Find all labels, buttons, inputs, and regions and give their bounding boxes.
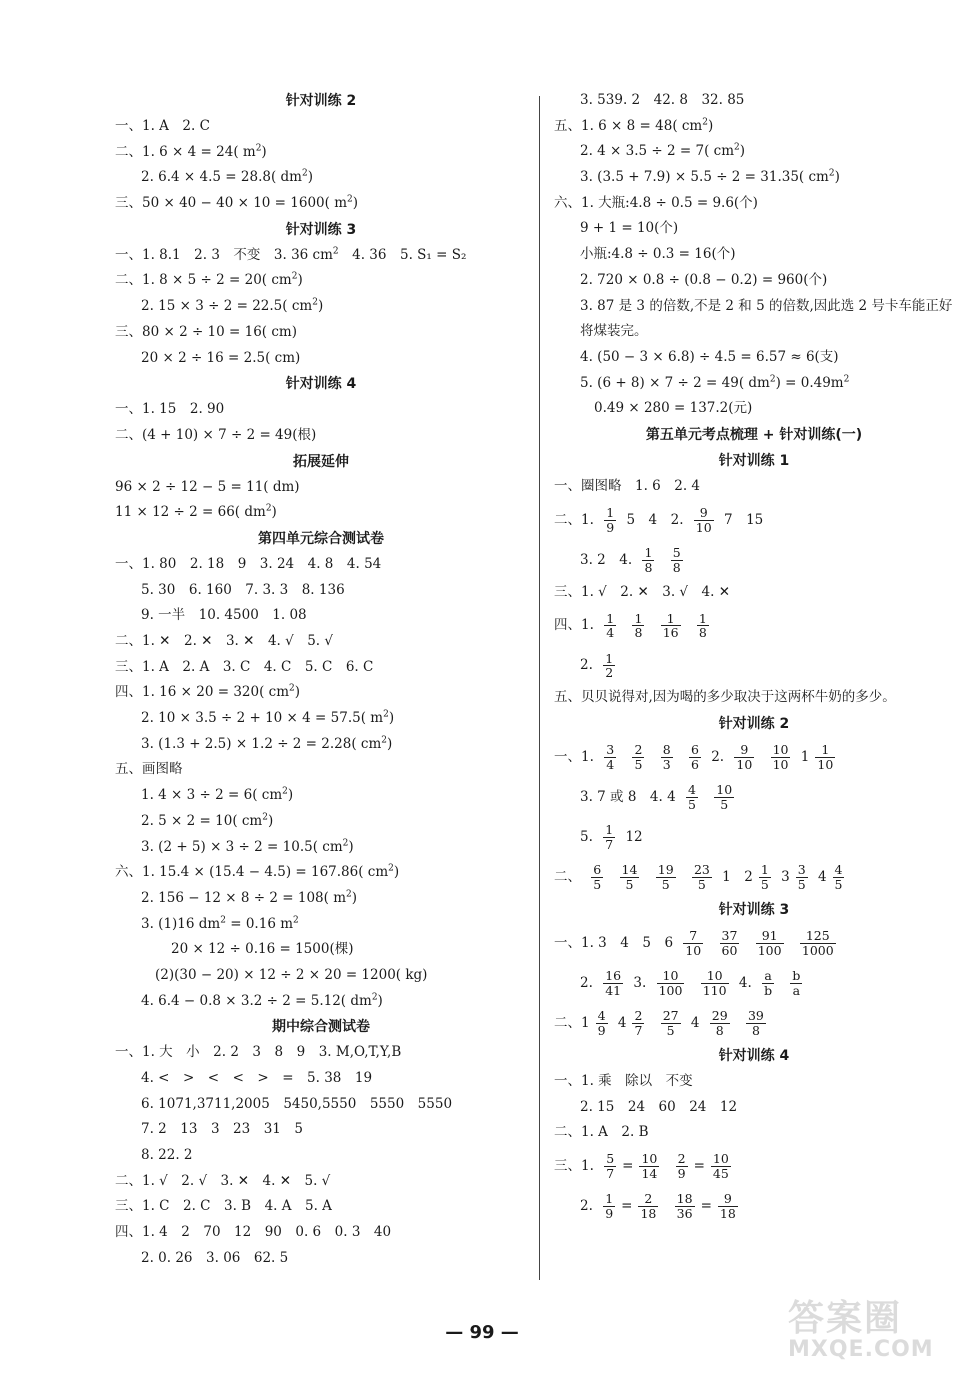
fraction: $\frac{1}{5}$ bbox=[760, 862, 769, 893]
fraction: $\frac{3}{5}$ bbox=[797, 862, 806, 893]
answer-line: 一、圈图略 1. 6 2. 4 bbox=[554, 477, 701, 494]
page-number: — 99 — bbox=[445, 1322, 519, 1343]
answer-line: 三、80 × 2 ÷ 10 = 16( cm) bbox=[115, 323, 297, 340]
answer-line: 2. 5 × 2 = 10( $cm^2$) bbox=[141, 812, 274, 829]
fraction: $\frac{1}{7}$ bbox=[605, 822, 614, 853]
answer-line: 2. 4 × 3.5 ÷ 2 = 7( $cm^2$) bbox=[580, 142, 746, 160]
answer-line: 三、1. √ 2. ✕ 3. √ 4. ✕ bbox=[554, 583, 731, 600]
answer-line: 五、1. 6 × 8 = 48( $cm^2$) bbox=[554, 117, 714, 134]
answer-line: 二、1. 8 × 5 ÷ 2 = 20( $cm^2$) bbox=[115, 271, 303, 289]
fraction: $\frac{b}{a}$ bbox=[792, 968, 801, 999]
answer-line: 2. $\frac{1}{2}$ bbox=[580, 650, 614, 681]
answer-line: 一、1. 乘 除以 不变 bbox=[554, 1073, 693, 1090]
section-title: 针对训练 4 bbox=[718, 1048, 790, 1065]
answer-line: 3. 87 是 3 的倍数,不是 2 和 5 的倍数,因此选 2 号卡车能正好将煤装完。 bbox=[580, 297, 953, 340]
answer-line: 三、50 × 40 − 40 × 10 = 1600( $m^2$) bbox=[115, 194, 359, 212]
fraction: $\frac{10}{100}$ bbox=[658, 968, 683, 999]
fraction: $\frac{16}{41}$ bbox=[605, 968, 622, 999]
answer-line: 3. (1)16 $dm^2 = 0.16$ $m^2$ bbox=[141, 915, 299, 932]
fraction: $\frac{a}{b}$ bbox=[764, 968, 773, 999]
answer-line: 二、1. $\frac{1}{9}$ 5 4 2. $\frac{9}{10}$ 7 15 bbox=[554, 504, 764, 535]
fraction: $\frac{4}{5}$ bbox=[688, 782, 696, 813]
answer-line: 五、画图略 bbox=[115, 761, 183, 778]
answer-line: 4. 6.4 − 0.8 × 3.2 ÷ 2 = 5.12( $dm^2$) bbox=[141, 992, 383, 1009]
fraction: $\frac{125}{1000}$ bbox=[801, 928, 834, 959]
right-column bbox=[554, 88, 954, 1226]
fraction: $\frac{19}{5}$ bbox=[657, 862, 674, 893]
answer-line: 2. 156 − 12 × 8 ÷ 2 = 108( $m^2$) bbox=[141, 889, 358, 906]
answer-line: 一、1. $\frac{3}{4}$ $\frac{2}{5}$ $\frac{8}{3}$ $\frac{6}{6}$ 2. $\frac{9}{10}$ $\frac{10}{10}$ 1 $\frac{1}{10}$ bbox=[554, 742, 834, 773]
fraction: $\frac{4}{5}$ bbox=[834, 862, 843, 893]
answer-line: 4. (50 − 3 × 6.8) ÷ 4.5 = 6.57 ≈ 6(支) bbox=[580, 348, 839, 365]
watermark-text: 答案圈 bbox=[788, 1298, 903, 1339]
answer-line: 4. < > < < > = 5. 38 19 bbox=[141, 1070, 373, 1086]
answer-line: 2. 10 × 3.5 ÷ 2 + 10 × 4 = 57.5( $m^2$) bbox=[141, 709, 395, 727]
fraction: $\frac{23}{5}$ bbox=[693, 862, 710, 893]
answer-line: 一、1. 80 2. 18 9 3. 24 4. 8 4. 54 bbox=[115, 555, 382, 572]
section-title: 针对训练 3 bbox=[718, 902, 790, 919]
fraction: $\frac{2}{18}$ bbox=[640, 1191, 657, 1222]
answer-line: 二、1. A 2. B bbox=[554, 1124, 649, 1141]
fraction: $\frac{2}{5}$ bbox=[634, 742, 643, 773]
answer-line: 5. (6 + 8) × 7 ÷ 2 = 49( $dm^2) = 0.49m^2$ bbox=[580, 374, 850, 391]
section-title: 拓展延伸 bbox=[293, 453, 349, 470]
section-title: 针对训练 3 bbox=[285, 221, 357, 238]
fraction: $\frac{3}{4}$ bbox=[606, 742, 615, 773]
answer-line: 二、(4 + 10) × 7 ÷ 2 = 49(根) bbox=[115, 426, 317, 443]
answer-line: 小瓶:4.8 ÷ 0.3 = 16(个) bbox=[580, 246, 736, 263]
fraction: $\frac{6}{6}$ bbox=[690, 742, 699, 773]
fraction: $\frac{10}{45}$ bbox=[712, 1151, 729, 1182]
fraction: $\frac{6}{5}$ bbox=[593, 862, 602, 893]
answer-line: 一、1. 8.1 2. 3 不变 3. 36 $cm^2$ 4. 36 5. S₁ = S₂ bbox=[115, 246, 467, 263]
answer-line: 2. 15 24 60 24 12 bbox=[580, 1098, 738, 1115]
fraction: $\frac{2}{7}$ bbox=[634, 1008, 643, 1039]
answer-line: 0.49 × 280 = 137.2(元) bbox=[594, 400, 753, 417]
section-title: 期中综合测试卷 bbox=[272, 1019, 370, 1036]
answer-line: 二、1. ✕ 2. ✕ 3. ✕ 4. √ 5. √ bbox=[115, 633, 333, 649]
fraction: $\frac{1}{9}$ bbox=[605, 1191, 614, 1222]
answer-line: 3. 7 或 8 4. 4 $\frac{4}{5}$ $\frac{10}{5}$ bbox=[580, 782, 733, 813]
section-title: 第四单元综合测试卷 bbox=[258, 530, 384, 547]
answer-line: 11 × 12 ÷ 2 = 66( $dm^2$) bbox=[115, 503, 277, 521]
left-column bbox=[115, 88, 527, 1272]
answer-line: (2)(30 − 20) × 12 ÷ 2 × 20 = 1200( kg) bbox=[155, 966, 428, 983]
answer-line: 8. 22. 2 bbox=[141, 1147, 193, 1164]
fraction: $\frac{2}{9}$ bbox=[677, 1151, 686, 1182]
fraction: $\frac{5}{7}$ bbox=[606, 1151, 615, 1182]
watermark-url: MXQE.COM bbox=[788, 1337, 934, 1362]
answer-line: 一、1. 3 4 5 6 $\frac{7}{10}$ $\frac{37}{60}$ $\frac{91}{100}$ $\frac{125}{1000}$ bbox=[554, 928, 834, 959]
watermark-logo bbox=[788, 1290, 960, 1370]
answer-line: 5. $\frac{1}{7}$ 12 bbox=[580, 822, 643, 853]
fraction: $\frac{1}{2}$ bbox=[605, 650, 614, 681]
answer-line: 9. 一半 10. 4500 1. 08 bbox=[141, 607, 307, 624]
fraction: $\frac{5}{8}$ bbox=[672, 544, 681, 575]
fraction: $\frac{1}{4}$ bbox=[606, 610, 615, 641]
answer-line: 2. 720 × 0.8 ÷ (0.8 − 0.2) = 960(个) bbox=[580, 271, 828, 288]
answer-line: 一、1. 15 2. 90 bbox=[115, 401, 225, 418]
answer-line: 96 × 2 ÷ 12 − 5 = 11( dm) bbox=[115, 478, 300, 495]
answer-line: 2. 15 × 3 ÷ 2 = 22.5( $cm^2$) bbox=[141, 297, 324, 315]
fraction: $\frac{1}{8}$ bbox=[644, 544, 653, 575]
answer-line: 2. 6.4 × 4.5 = 28.8( $dm^2$) bbox=[141, 168, 313, 186]
answer-line: 一、1. A 2. C bbox=[115, 118, 210, 134]
fraction: $\frac{4}{9}$ bbox=[597, 1008, 606, 1039]
answer-line: 三、1. $\frac{5}{7}$ = $\frac{10}{14}$ $\frac{2}{9}$ = $\frac{10}{45}$ bbox=[554, 1151, 729, 1182]
answer-line: 3. 2 4. $\frac{1}{8}$ $\frac{5}{8}$ bbox=[580, 544, 681, 575]
fraction: $\frac{1}{8}$ bbox=[634, 610, 643, 641]
answer-line: 二、1 $\frac{4}{9}$ 4 $\frac{2}{7}$ $\frac{27}{5}$ 4 $\frac{29}{8}$ $\frac{39}{8}$ bbox=[554, 1008, 764, 1039]
fraction: $\frac{1}{10}$ bbox=[817, 742, 834, 773]
answer-line: 5. 30 6. 160 7. 3. 3 8. 136 bbox=[141, 581, 345, 598]
answer-line: 一、1. 大 小 2. 2 3 8 9 3. M,O,T,Y,B bbox=[115, 1044, 402, 1061]
answer-line: 四、1. 16 × 20 = 320( $cm^2$) bbox=[115, 683, 301, 701]
answer-line: 三、1. C 2. C 3. B 4. A 5. A bbox=[115, 1198, 332, 1215]
unit-title: 第五单元考点梳理 + 针对训练(一) bbox=[645, 426, 863, 443]
fraction: $\frac{39}{8}$ bbox=[747, 1008, 764, 1039]
fraction: $\frac{9}{10}$ bbox=[695, 504, 712, 535]
column-divider bbox=[539, 96, 540, 1280]
fraction: $\frac{10}{14}$ bbox=[641, 1151, 658, 1182]
answer-line: 2. $\frac{16}{41}$ 3. $\frac{10}{100}$ $\frac{10}{110}$ 4. $\frac{a}{b}$ $\frac{b}{a}$ bbox=[580, 968, 801, 999]
fraction: $\frac{10}{5}$ bbox=[716, 782, 733, 813]
answer-line: 3. (2 + 5) × 3 ÷ 2 = 10.5( $cm^2$) bbox=[141, 838, 354, 855]
answer-line: 6. 1071,3711,2005 5450,5550 5550 5550 bbox=[141, 1095, 453, 1112]
answer-line: 2. $\frac{1}{9}$ = $\frac{2}{18}$ $\frac{18}{36}$ = $\frac{9}{18}$ bbox=[580, 1191, 736, 1222]
fraction: $\frac{1}{9}$ bbox=[606, 504, 615, 535]
answer-line: 二、1. √ 2. √ 3. ✕ 4. ✕ 5. √ bbox=[115, 1172, 331, 1189]
fraction: $\frac{8}{3}$ bbox=[662, 742, 671, 773]
fraction: $\frac{37}{60}$ bbox=[721, 928, 738, 959]
answer-line: 20 × 12 ÷ 0.16 = 1500(棵) bbox=[171, 941, 354, 958]
fraction: $\frac{14}{5}$ bbox=[621, 862, 638, 893]
section-title: 针对训练 4 bbox=[285, 376, 357, 393]
fraction: $\frac{10}{10}$ bbox=[772, 742, 789, 773]
answer-line: 7. 2 13 3 23 31 5 bbox=[141, 1121, 303, 1138]
section-title: 针对训练 1 bbox=[718, 452, 790, 469]
fraction: $\frac{9}{10}$ bbox=[736, 742, 753, 773]
fraction: $\frac{1}{16}$ bbox=[662, 610, 679, 641]
fraction: $\frac{91}{100}$ bbox=[757, 928, 782, 959]
answer-line: 3. 539. 2 42. 8 32. 85 bbox=[580, 92, 745, 108]
answer-line: 3. (3.5 + 7.9) × 5.5 ÷ 2 = 31.35( $cm^2$) bbox=[580, 168, 840, 186]
answer-line: 五、贝贝说得对,因为喝的多少取决于这两杯牛奶的多少。 bbox=[554, 689, 896, 706]
fraction: $\frac{10}{110}$ bbox=[702, 968, 727, 999]
answer-line: 三、1. A 2. A 3. C 4. C 5. C 6. C bbox=[115, 658, 374, 675]
answer-line: 3. (1.3 + 2.5) × 1.2 ÷ 2 = 2.28( $cm^2$) bbox=[141, 735, 393, 752]
answer-line: 四、1. 4 2 70 12 90 0. 6 0. 3 40 bbox=[115, 1224, 392, 1241]
fraction: $\frac{1}{8}$ bbox=[698, 610, 707, 641]
fraction: $\frac{29}{8}$ bbox=[711, 1008, 728, 1039]
answer-line: 二、1. 6 × 4 = 24( $m^2$) bbox=[115, 143, 267, 160]
fraction: $\frac{18}{36}$ bbox=[676, 1191, 693, 1222]
answer-line: 六、1. 15.4 × (15.4 − 4.5) = 167.86( $cm^2$) bbox=[115, 863, 400, 881]
answer-line: 2. 0. 26 3. 06 62. 5 bbox=[141, 1249, 289, 1266]
fraction: $\frac{7}{10}$ bbox=[685, 928, 702, 959]
section-title: 针对训练 2 bbox=[718, 716, 790, 733]
answer-line: 二、 $\frac{6}{5}$ $\frac{14}{5}$ $\frac{19}{5}$ $\frac{23}{5}$ 1 2 $\frac{1}{5}$ 3 $\frac{3}{5}$ 4 $\frac{4}{5}$ bbox=[554, 862, 843, 893]
answer-line: 1. 4 × 3 ÷ 2 = 6( $cm^2$) bbox=[141, 786, 294, 804]
answer-line: 20 × 2 ÷ 16 = 2.5( cm) bbox=[141, 349, 301, 366]
fraction: $\frac{9}{18}$ bbox=[719, 1191, 736, 1222]
answer-line: 四、1. $\frac{1}{4}$ $\frac{1}{8}$ $\frac{1}{16}$ $\frac{1}{8}$ bbox=[554, 610, 707, 641]
section-title: 针对训练 2 bbox=[285, 93, 357, 109]
answer-line: 六、1. 大瓶:4.8 ÷ 0.5 = 9.6(个) bbox=[554, 194, 758, 211]
answer-line: 9 + 1 = 10(个) bbox=[580, 220, 679, 237]
fraction: $\frac{27}{5}$ bbox=[662, 1008, 679, 1039]
